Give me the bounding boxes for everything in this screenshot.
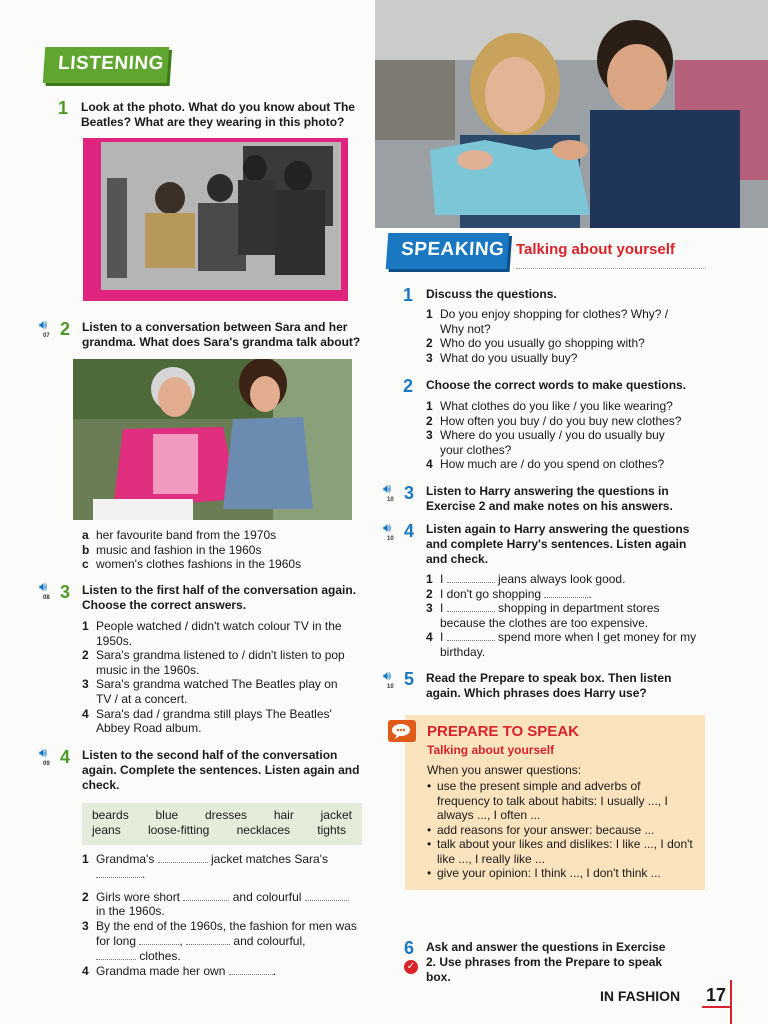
listening-ex3-items bbox=[82, 619, 354, 736]
word: blue bbox=[155, 808, 179, 822]
list-item: 4 I spend more when I get money for my birthday. bbox=[426, 630, 697, 659]
word: jeans bbox=[92, 823, 121, 837]
list-item: 3 What do you usually buy? bbox=[426, 350, 578, 365]
track-number: 08 bbox=[43, 595, 50, 601]
shopping-photo bbox=[375, 0, 768, 228]
word: loose-fitting bbox=[147, 823, 210, 837]
list-item: • give your opinion: I think ..., I don't think ... bbox=[427, 866, 695, 881]
word-row bbox=[92, 808, 352, 823]
answer-blank[interactable] bbox=[447, 582, 495, 583]
speaking-ex4-prompt: Listen again to Harry answering the questions and complete Harry's sentences. Listen again and check. bbox=[426, 522, 690, 566]
word: beards bbox=[92, 808, 129, 822]
audio-icon[interactable]: 🔊︎ bbox=[39, 317, 48, 332]
list-item: 3 Sara's grandma watched The Beatles play on TV / at a concert. bbox=[82, 677, 338, 706]
speaking-ex4-items bbox=[426, 572, 706, 660]
corner-divider bbox=[730, 980, 732, 1024]
speaking-ex5-prompt: Read the Prepare to speak box. Then listen again. Which phrases does Harry use? bbox=[426, 671, 672, 700]
prepare-subtitle: Talking about yourself bbox=[427, 743, 555, 757]
speaking-ex4-number: 4 bbox=[404, 521, 415, 541]
list-item: 1 I jeans always look good. bbox=[426, 572, 626, 586]
speaking-ex2-number: 2 bbox=[403, 376, 414, 396]
prepare-intro: When you answer questions: bbox=[427, 763, 582, 777]
prepare-title: PREPARE TO SPEAK bbox=[427, 723, 579, 740]
listening-ex2-options bbox=[82, 528, 362, 572]
grandma-photo bbox=[73, 359, 352, 520]
list-item: 4 Sara's dad / grandma still plays The Beatles' Abbey Road album. bbox=[82, 706, 332, 736]
track-number: 07 bbox=[43, 333, 50, 339]
divider bbox=[516, 268, 706, 269]
word: jacket bbox=[320, 808, 352, 822]
speaking-subtitle: Talking about yourself bbox=[516, 241, 675, 258]
speaking-title: SPEAKING bbox=[400, 239, 506, 260]
word: necklaces bbox=[236, 823, 290, 837]
listening-ex4-prompt: Listen to the second half of the conversation again. Complete the sentences. Listen again and check. bbox=[82, 748, 360, 792]
list-item: 1 People watched / didn't watch colour TV in the 1950s. bbox=[82, 619, 342, 648]
audio-icon[interactable]: 🔊︎ bbox=[39, 579, 48, 594]
list-item: 4 Grandma made her own . bbox=[82, 963, 277, 978]
beatles-photo bbox=[83, 138, 348, 301]
prepare-to-speak-box bbox=[405, 715, 705, 890]
page-number: 17 bbox=[706, 985, 727, 1005]
list-item: 2 I don't go shopping . bbox=[426, 586, 592, 601]
corner-divider bbox=[702, 1006, 732, 1008]
list-item: 1 What clothes do you like / you like wearing? bbox=[426, 399, 673, 413]
speaking-ex6-number: 6 bbox=[404, 938, 415, 958]
list-item: 2 Girls wore short and colourful in the 1960s. bbox=[82, 890, 360, 920]
list-item[interactable]: c women's clothes fashions in the 1960s bbox=[82, 557, 302, 572]
answer-blank[interactable] bbox=[229, 974, 273, 975]
answer-blank[interactable] bbox=[186, 944, 230, 945]
list-item: 2 Sara's grandma listened to / didn't listen to pop music in the 1960s. bbox=[82, 648, 345, 677]
answer-blank[interactable] bbox=[305, 900, 349, 901]
speaking-ex1-items bbox=[426, 307, 688, 365]
listening-title: LISTENING bbox=[57, 53, 165, 74]
answer-blank[interactable] bbox=[158, 862, 208, 863]
list-item: 3 I shopping in department stores because the clothes are too expensive. bbox=[426, 601, 660, 630]
word-box bbox=[82, 803, 362, 845]
speaking-ex3-number: 3 bbox=[404, 483, 415, 503]
track-number: 10 bbox=[387, 497, 394, 503]
list-item: 1 Do you enjoy shopping for clothes? Why? / Why not? bbox=[426, 307, 669, 336]
speaking-ex1-number: 1 bbox=[403, 285, 414, 305]
audio-icon[interactable]: 🔊︎ bbox=[39, 745, 48, 760]
answer-blank[interactable] bbox=[447, 640, 495, 641]
prepare-points bbox=[427, 779, 695, 881]
word: dresses bbox=[204, 808, 248, 822]
answer-blank[interactable] bbox=[96, 877, 142, 878]
listening-banner bbox=[43, 47, 170, 83]
word: tights bbox=[317, 823, 346, 837]
track-number: 10 bbox=[387, 536, 394, 542]
list-item: • talk about your likes and dislikes: I like ..., I don't like ..., I really like ... bbox=[427, 837, 695, 866]
speech-bubble-icon bbox=[388, 720, 416, 742]
list-item: 3 Where do you usually / you do usually buy your clothes? bbox=[426, 428, 665, 457]
list-item: 3 By the end of the 1960s, the fashion for men was for long , and colourful, clothes. bbox=[82, 919, 357, 963]
answer-blank[interactable] bbox=[447, 611, 495, 612]
audio-icon[interactable]: 🔊︎ bbox=[383, 520, 392, 535]
listening-ex3-prompt: Listen to the first half of the conversation again. Choose the correct answers. bbox=[82, 583, 357, 612]
speaking-ex6-prompt: Ask and answer the questions in Exercise 2. Use phrases from the Prepare to speak box. bbox=[426, 940, 666, 984]
speaking-ex2-prompt: Choose the correct words to make questions. bbox=[426, 378, 687, 392]
track-number: 10 bbox=[387, 684, 394, 690]
speaking-ex1-prompt: Discuss the questions. bbox=[426, 287, 557, 301]
listening-ex2-prompt: Listen to a conversation between Sara and her grandma. What does Sara's grandma talk about? bbox=[82, 320, 361, 349]
listening-ex2-number: 2 bbox=[60, 319, 71, 339]
speaking-ex5-number: 5 bbox=[404, 669, 415, 689]
list-item: 2 Who do you usually go shopping with? bbox=[426, 336, 645, 351]
audio-icon[interactable]: 🔊︎ bbox=[383, 668, 392, 683]
section-name: IN FASHION bbox=[600, 988, 681, 1004]
list-item: • add reasons for your answer: because ... bbox=[427, 823, 695, 838]
speaking-ex2-items bbox=[426, 399, 688, 472]
answer-blank[interactable] bbox=[139, 944, 179, 945]
list-item[interactable]: a her favourite band from the 1970s bbox=[82, 528, 277, 542]
listening-ex3-number: 3 bbox=[60, 582, 71, 602]
speaking-ex3-prompt: Listen to Harry answering the questions in Exercise 2 and make notes on his answers. bbox=[426, 484, 673, 513]
answer-blank[interactable] bbox=[183, 900, 229, 901]
word: hair bbox=[273, 808, 294, 822]
list-item: 2 How often you buy / do you buy new clothes? bbox=[426, 413, 682, 428]
answer-blank[interactable] bbox=[544, 597, 588, 598]
track-number: 09 bbox=[43, 761, 50, 767]
checkmark-icon: ✓ bbox=[404, 960, 418, 974]
list-item: • use the present simple and adverbs of frequency to talk about habits: I usually ..., I always ..., I often ... bbox=[427, 779, 695, 823]
answer-blank[interactable] bbox=[96, 959, 136, 960]
listening-ex4-items bbox=[82, 852, 360, 978]
listening-ex4-number: 4 bbox=[60, 747, 71, 767]
list-item: 4 How much are / do you spend on clothes? bbox=[426, 457, 665, 472]
word-row bbox=[92, 823, 352, 838]
speaking-banner bbox=[386, 233, 510, 269]
list-item: 1 Grandma's jacket matches Sara's . bbox=[82, 852, 329, 881]
list-item[interactable]: b music and fashion in the 1960s bbox=[82, 542, 262, 557]
listening-ex1-number: 1 bbox=[58, 98, 69, 118]
listening-ex1-prompt: Look at the photo. What do you know about The Beatles? What are they wearing in this photo? bbox=[81, 100, 355, 129]
audio-icon[interactable]: 🔊︎ bbox=[383, 481, 392, 496]
